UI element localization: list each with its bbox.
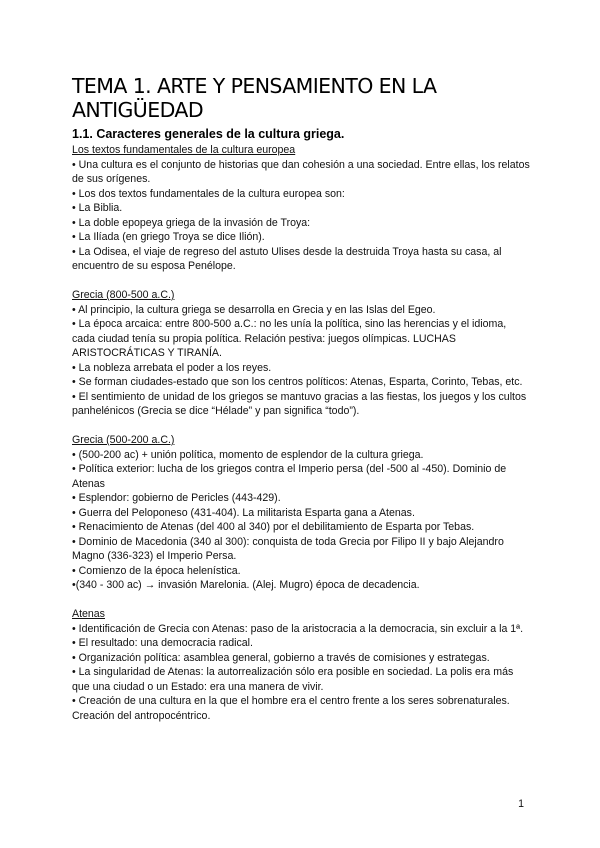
group-heading: Atenas: [72, 608, 105, 620]
bullet-line: • La doble epopeya griega de la invasión de Troya:: [72, 216, 311, 229]
bullet-line: • La Biblia.: [72, 202, 123, 214]
document-page: [72, 74, 530, 723]
content-groups: [72, 143, 530, 723]
group-heading: Grecia (500-200 a.C.): [72, 434, 175, 446]
bullet-line: • Dominio de Macedonia (340 al 300): conquista de toda Grecia por Filipo II y bajo Alejandro Magno (336-323) el Imperio Persa.: [72, 535, 504, 562]
bullet-line: • La Ilíada (en griego Troya se dice Ilión).: [72, 231, 265, 243]
bullet-line: • Al principio, la cultura griega se desarrolla en Grecia y en las Islas del Egeo.: [72, 303, 436, 316]
bullet-line: • (500-200 ac) + unión política, momento de esplendor de la cultura griega.: [72, 448, 424, 461]
bullet-line: • Organización política: asamblea general, gobierno a través de comisiones y estrategas.: [72, 651, 490, 664]
bullet-line: • Se forman ciudades-estado que son los centros políticos: Atenas, Esparta, Corinto, Tebas, etc.: [72, 376, 523, 388]
group-heading: Grecia (800-500 a.C.): [72, 289, 175, 301]
bullet-line: • El resultado: una democracia radical.: [72, 637, 253, 649]
bullet-line: • El sentimiento de unidad de los griegos se mantuvo gracias a las fiestas, los juegos y los cultos panhelénicos (Grecia se dice “Hélade” y pan significa “todo”).: [72, 390, 527, 417]
content-group: [72, 143, 530, 274]
bullet-line: • Política exterior: lucha de los griegos contra el Imperio persa (del -500 al -450). Dominio de Atenas: [72, 463, 507, 490]
bullet-line: • Creación de una cultura en la que el hombre era el centro frente a los seres sobrenaturales. Creación del antropocéntrico.: [72, 695, 510, 722]
bullet-line: • Identificación de Grecia con Atenas: paso de la aristocracia a la democracia, sin excluir a la 1ª.: [72, 622, 524, 635]
bullet-line: • La Odisea, el viaje de regreso del astuto Ulises desde la destruida Troya hasta su casa, al encuentro de su esposa Penélope.: [72, 245, 502, 272]
bullet-line: •(340 - 300 ac) → invasión Marelonia. (Alej. Mugro) época de decadencia.: [72, 579, 420, 591]
section-heading: 1.1. Caracteres generales de la cultura griega.: [72, 127, 345, 141]
bullet-line: • La singularidad de Atenas: la autorrealización sólo era posible en sociedad. La polis era más que una ciudad o un Estado: era una manera de vivir.: [72, 666, 514, 693]
bullet-line: • La nobleza arrebata el poder a los reyes.: [72, 361, 272, 374]
bullet-line: • La época arcaica: entre 800-500 a.C.: no les unía la política, sino las herencias y el idioma, cada ciudad tenía su propia política. Relación pestiva: juegos olímpicas. LUCHAS ARISTOCRÁTICAS Y TIRANÍA.: [72, 318, 507, 359]
bullet-line: • Renacimiento de Atenas (del 400 al 340) por el debilitamiento de Esparta por Tebas.: [72, 521, 475, 533]
bullet-line: • Una cultura es el conjunto de historias que dan cohesión a una sociedad. Entre ellas, los relatos de sus orígenes.: [72, 158, 530, 185]
content-group: [72, 288, 530, 419]
group-heading: Los textos fundamentales de la cultura europea: [72, 144, 296, 156]
content-group: [72, 607, 530, 723]
bullet-line: • Los dos textos fundamentales de la cultura europea son:: [72, 187, 345, 200]
document-title: TEMA 1. ARTE Y PENSAMIENTO EN LA ANTIGÜEDAD: [72, 74, 437, 122]
bullet-line: • Esplendor: gobierno de Pericles (443-429).: [72, 492, 281, 504]
bullet-line: • Comienzo de la época helenística.: [72, 564, 241, 577]
page-number: 1: [518, 798, 524, 810]
bullet-line: • Guerra del Peloponeso (431-404). La militarista Esparta gana a Atenas.: [72, 506, 415, 519]
content-group: [72, 433, 530, 593]
